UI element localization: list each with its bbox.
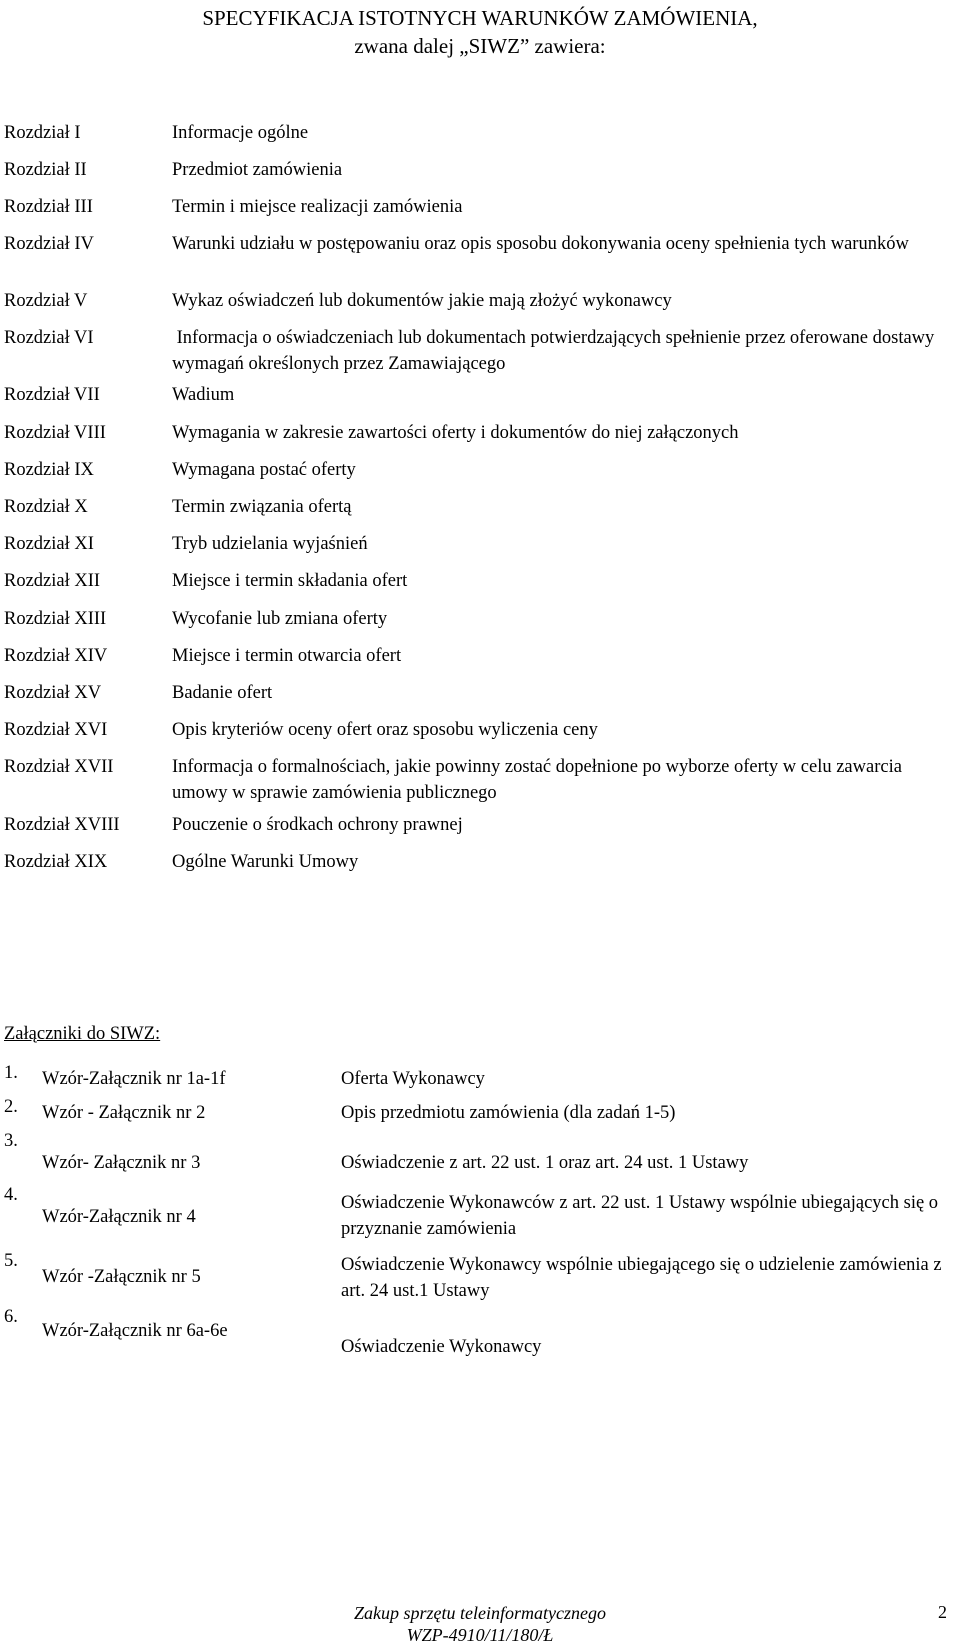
attachment-template-name: Wzór -Załącznik nr 5 bbox=[42, 1267, 201, 1287]
toc-row bbox=[4, 680, 954, 706]
toc-row bbox=[4, 325, 954, 377]
attachment-number: 1. bbox=[4, 1063, 18, 1083]
toc-row bbox=[4, 643, 954, 669]
toc-chapter-label: Rozdział VI bbox=[4, 328, 94, 348]
toc-chapter-label: Rozdział XVI bbox=[4, 720, 108, 740]
toc-chapter-label: Rozdział VIII bbox=[4, 423, 106, 443]
toc-chapter-title: Tryb udzielania wyjaśnień bbox=[172, 534, 368, 554]
document-header bbox=[0, 4, 960, 60]
toc-row bbox=[4, 849, 954, 875]
toc-chapter-title: Termin związania ofertą bbox=[172, 497, 352, 517]
toc-row bbox=[4, 812, 954, 838]
toc-chapter-title: Opis kryteriów oceny ofert oraz sposobu wyliczenia ceny bbox=[172, 720, 598, 740]
page-footer bbox=[0, 1602, 960, 1646]
toc-chapter-label: Rozdział XV bbox=[4, 683, 102, 703]
attachment-number: 6. bbox=[4, 1307, 18, 1327]
toc-chapter-label: Rozdział II bbox=[4, 160, 87, 180]
attachment-template-name: Wzór - Załącznik nr 2 bbox=[42, 1103, 206, 1123]
toc-chapter-label: Rozdział XI bbox=[4, 534, 94, 554]
toc-chapter-title: Miejsce i termin otwarcia ofert bbox=[172, 646, 402, 666]
attachment-description: Oświadczenie Wykonawcy bbox=[341, 1337, 542, 1357]
toc-row bbox=[4, 420, 954, 446]
toc-row bbox=[4, 157, 954, 183]
attachments-title: Załączniki do SIWZ: bbox=[4, 1024, 161, 1044]
toc-chapter-label: Rozdział III bbox=[4, 197, 93, 217]
toc-chapter-title: Przedmiot zamówienia bbox=[172, 160, 343, 180]
toc-chapter-title: Badanie ofert bbox=[172, 683, 273, 703]
toc-chapter-title: Wymagana postać oferty bbox=[172, 460, 356, 480]
attachment-description: Oferta Wykonawcy bbox=[341, 1069, 485, 1089]
attachment-template-name: Wzór-Załącznik nr 1a-1f bbox=[42, 1069, 226, 1089]
toc-chapter-label: Rozdział V bbox=[4, 291, 88, 311]
toc-row bbox=[4, 717, 954, 743]
attachment-template-name: Wzór-Załącznik nr 4 bbox=[42, 1207, 196, 1227]
toc-chapter-label: Rozdział X bbox=[4, 497, 88, 517]
toc-chapter-title: Wycofanie lub zmiana oferty bbox=[172, 609, 388, 629]
footer-project: Zakup sprzętu teleinformatycznego bbox=[354, 1603, 606, 1623]
toc-chapter-title: Informacje ogólne bbox=[172, 123, 309, 143]
toc-chapter-label: Rozdział XIII bbox=[4, 609, 107, 629]
toc-chapter-title: Termin i miejsce realizacji zamówienia bbox=[172, 197, 463, 217]
attachment-number: 3. bbox=[4, 1131, 18, 1151]
toc-chapter-label: Rozdział VII bbox=[4, 385, 100, 405]
attachment-description: Oświadczenie z art. 22 ust. 1 oraz art. 24 ust. 1 Ustawy bbox=[341, 1153, 749, 1173]
document-subtitle: zwana dalej „SIWZ” zawiera: bbox=[354, 34, 606, 58]
toc-row bbox=[4, 754, 954, 806]
attachment-number: 5. bbox=[4, 1251, 18, 1271]
footer-reference: WZP-4910/11/180/Ł bbox=[406, 1625, 554, 1645]
attachment-description: Opis przedmiotu zamówienia (dla zadań 1-5) bbox=[341, 1103, 676, 1123]
toc-chapter-title: Informacja o oświadczeniach lub dokumentach potwierdzających spełnienie przez oferowane dostawy wymagań określonych przez Zamawiającego bbox=[172, 328, 939, 374]
toc-chapter-label: Rozdział XVIII bbox=[4, 815, 120, 835]
toc-row bbox=[4, 606, 954, 632]
toc-chapter-title: Warunki udziału w postępowaniu oraz opis sposobu dokonywania oceny spełnienia tych warunków bbox=[172, 234, 909, 254]
toc-chapter-title: Wymagania w zakresie zawartości oferty i dokumentów do niej załączonych bbox=[172, 423, 739, 443]
toc-row bbox=[4, 120, 954, 146]
toc-chapter-label: Rozdział XIV bbox=[4, 646, 108, 666]
toc-chapter-title: Pouczenie o środkach ochrony prawnej bbox=[172, 815, 463, 835]
toc-row bbox=[4, 494, 954, 520]
attachment-template-name: Wzór-Załącznik nr 6a-6e bbox=[42, 1321, 228, 1341]
document-title: SPECYFIKACJA ISTOTNYCH WARUNKÓW ZAMÓWIENIA, bbox=[202, 6, 758, 30]
toc-row bbox=[4, 568, 954, 594]
toc-row bbox=[4, 457, 954, 483]
attachment-description: Oświadczenie Wykonawców z art. 22 ust. 1 Ustawy wspólnie ubiegających się o przyznanie zamówienia bbox=[341, 1193, 939, 1239]
page-number: 2 bbox=[938, 1602, 947, 1622]
toc-chapter-label: Rozdział XIX bbox=[4, 852, 108, 872]
toc-row bbox=[4, 382, 954, 408]
attachment-number: 4. bbox=[4, 1185, 18, 1205]
toc-chapter-title: Informacja o formalnościach, jakie powinny zostać dopełnione po wyborze oferty w celu zawarcia umowy w sprawie zamówienia publicznego bbox=[172, 757, 907, 803]
toc-chapter-label: Rozdział I bbox=[4, 123, 81, 143]
attachment-description: Oświadczenie Wykonawcy wspólnie ubiegającego się o udzielenie zamówienia z art. 24 ust.1 Ustawy bbox=[341, 1255, 942, 1301]
toc-row bbox=[4, 531, 954, 557]
toc-chapter-title: Wykaz oświadczeń lub dokumentów jakie mają złożyć wykonawcy bbox=[172, 291, 672, 311]
attachment-number: 2. bbox=[4, 1097, 18, 1117]
toc-chapter-label: Rozdział IV bbox=[4, 234, 94, 254]
toc-chapter-label: Rozdział XII bbox=[4, 571, 101, 591]
toc-row bbox=[4, 231, 954, 257]
toc-chapter-title: Ogólne Warunki Umowy bbox=[172, 852, 359, 872]
toc-chapter-label: Rozdział XVII bbox=[4, 757, 114, 777]
toc-row bbox=[4, 194, 954, 220]
attachment-template-name: Wzór- Załącznik nr 3 bbox=[42, 1153, 201, 1173]
toc-chapter-title: Miejsce i termin składania ofert bbox=[172, 571, 408, 591]
toc-chapter-title: Wadium bbox=[172, 385, 235, 405]
toc-chapter-label: Rozdział IX bbox=[4, 460, 94, 480]
toc-row bbox=[4, 288, 954, 314]
